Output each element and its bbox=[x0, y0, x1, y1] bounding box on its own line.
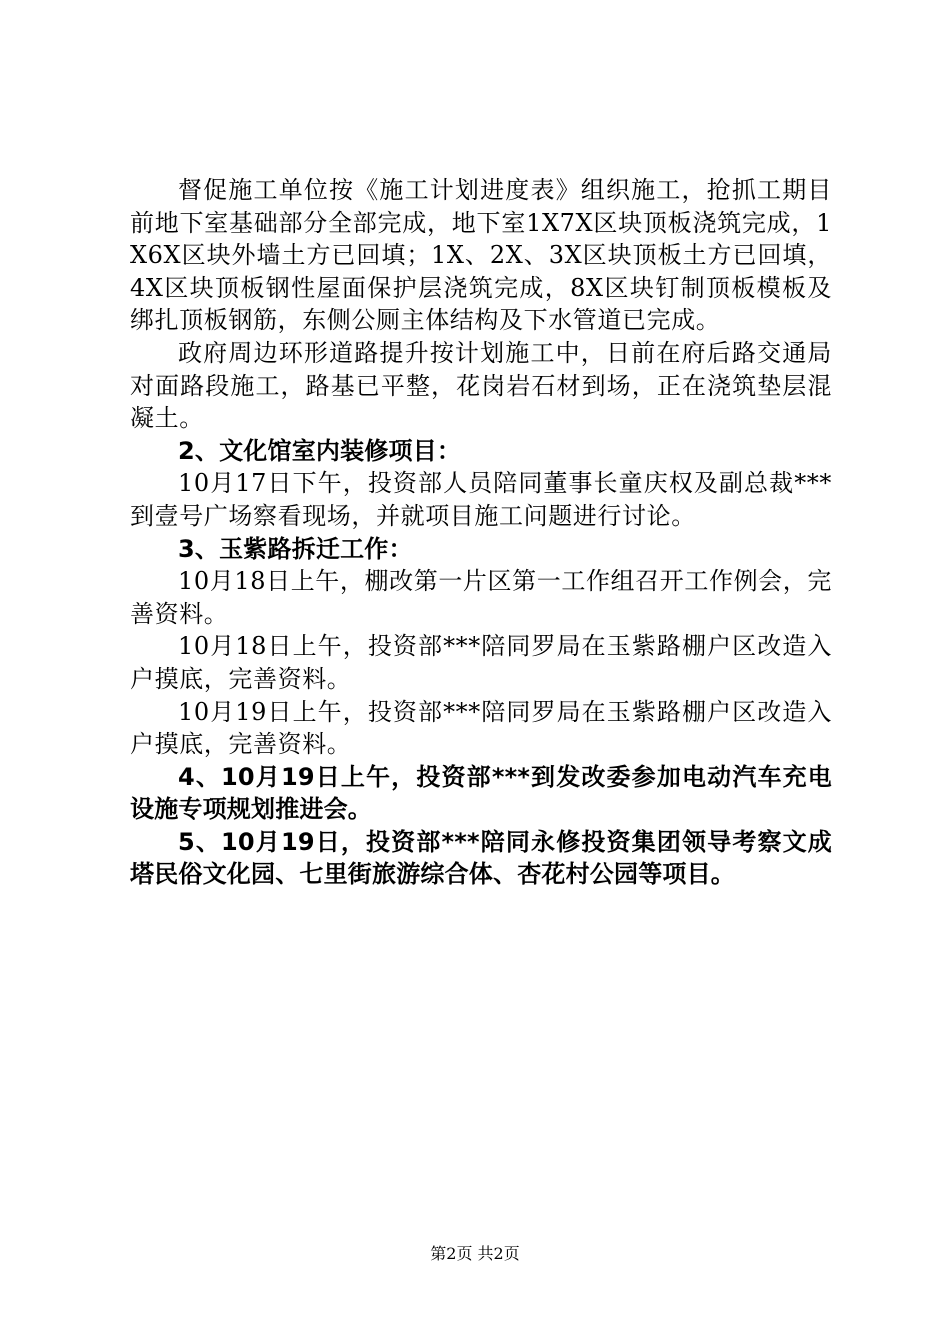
section-heading: 2、文化馆室内装修项目： bbox=[178, 436, 462, 465]
page-footer: 第2页 共2页 bbox=[430, 1244, 520, 1263]
section-item: 4、10月19日上午，投资部***到发改委参加电动汽车充电设施专项规划推进会。 bbox=[130, 762, 832, 824]
section-item: 5、10月19日，投资部***陪同永修投资集团领导考察文成塔民俗文化园、七里街旅游综合体、杏花村公园等项目。 bbox=[130, 827, 832, 889]
document-body bbox=[130, 174, 832, 891]
section-heading: 3、玉紫路拆迁工作： bbox=[178, 534, 413, 563]
paragraph: 10月18日上午，投资部***陪同罗局在玉紫路棚户区改造入户摸底，完善资料。 bbox=[130, 632, 832, 693]
paragraph: 10月19日上午，投资部***陪同罗局在玉紫路棚户区改造入户摸底，完善资料。 bbox=[130, 697, 832, 759]
paragraph: 政府周边环形道路提升按计划施工中，日前在府后路交通局对面路段施工，路基已平整，花岗岩石材到场，正在浇筑垫层混凝土。 bbox=[130, 338, 832, 433]
paragraph: 10月17日下午，投资部人员陪同董事长童庆权及副总裁***到壹号广场察看现场，并就项目施工问题进行讨论。 bbox=[130, 469, 832, 530]
paragraph: 10月18日上午，棚改第一片区第一工作组召开工作例会，完善资料。 bbox=[130, 567, 832, 628]
paragraph: 督促施工单位按《施工计划进度表》组织施工，抢抓工期目前地下室基础部分全部完成，地下室1X7X区块顶板浇筑完成，1X6X区块外墙土方已回填；1X、2X、3X区块顶板土方已回填，4X区块顶板钢性屋面保护层浇筑完成，8X区块钉制顶板模板及绑扎顶板钢筋，东侧公厕主体结构及下水管道已完成。 bbox=[130, 176, 832, 335]
